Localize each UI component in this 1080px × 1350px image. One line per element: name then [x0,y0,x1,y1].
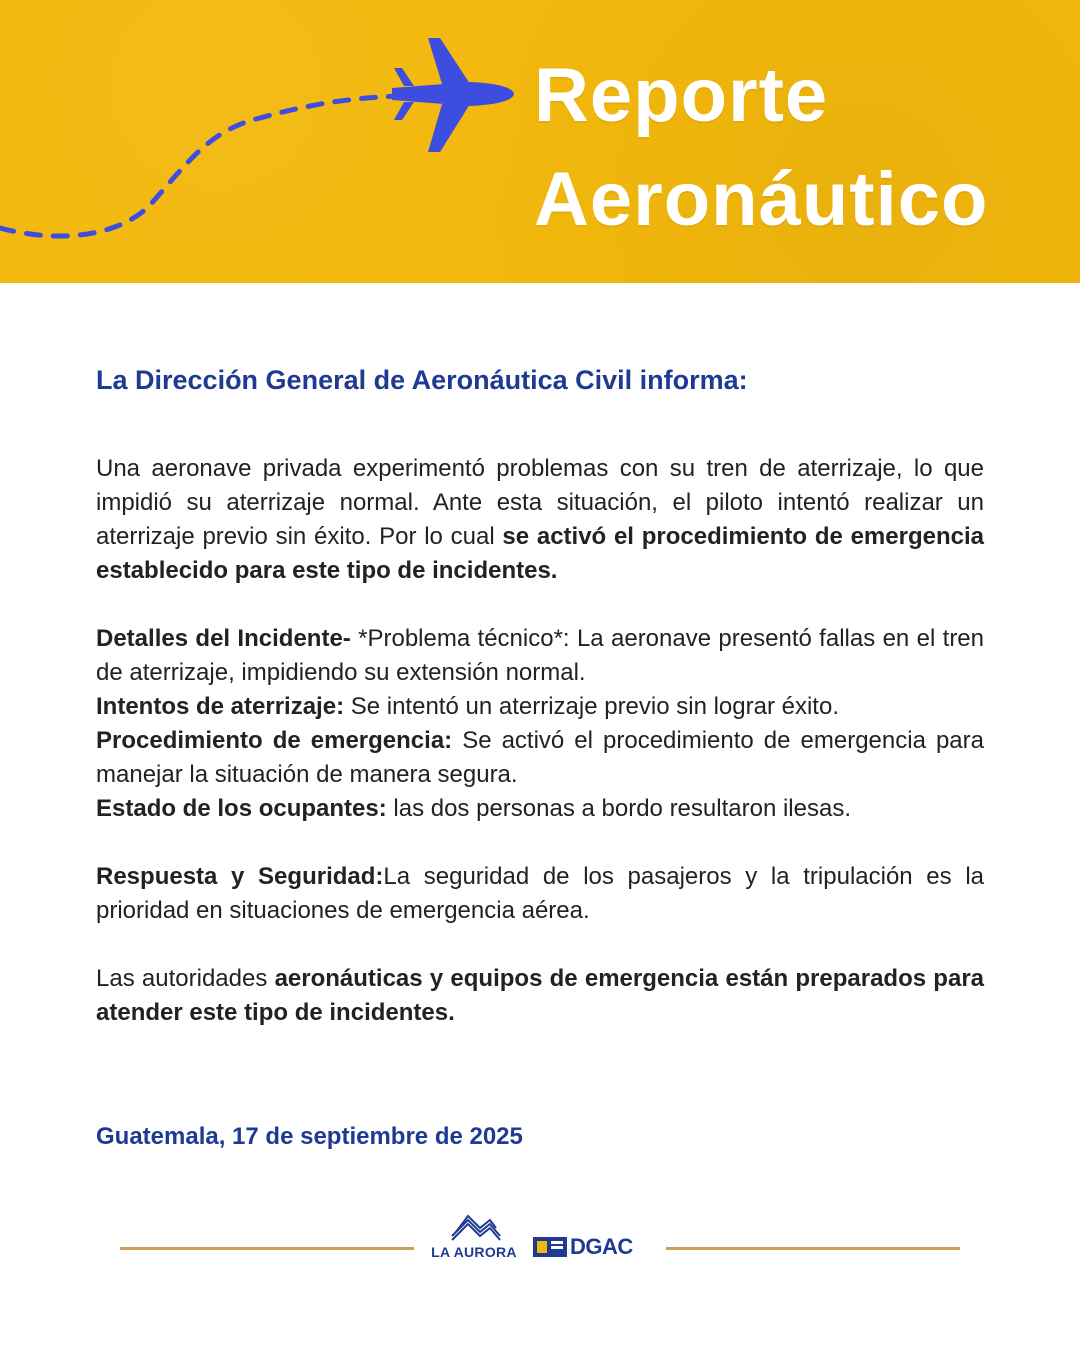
dgac-emblem-icon [532,1234,568,1260]
detail-line [96,622,984,690]
header-banner [0,0,1080,283]
banner-title-line1: Reporte [534,53,829,138]
closing-paragraph [96,962,984,1030]
detail-line [96,792,984,826]
la-aurora-wave-icon [428,1214,520,1244]
detail-label: Intentos de aterrizaje: [96,693,345,720]
report-body [96,360,984,1064]
page-heading: La Dirección General de Aeronáutica Civil informa: [96,365,748,395]
incident-details [96,622,984,826]
response-paragraph [96,860,984,928]
detail-text: las dos personas a bordo resultaron ilesas. [386,795,851,822]
detail-text: *Problema técnico*: La aeronave presentó fallas en el tren de aterrizaje, impidiendo su extensión normal. [96,625,985,686]
closing-text: Las autoridades [96,965,275,992]
intro-text: Una aeronave privada experimentó problemas con su tren de aterrizaje, lo que impidió su aterrizaje normal. Ante esta situación, el piloto intentó realizar un aterrizaje previo sin éxito. Por lo cual [96,455,984,550]
place-date: Guatemala, 17 de septiembre de 2025 [96,1123,523,1150]
footer-divider-left [120,1247,414,1250]
detail-line [96,690,984,724]
la-aurora-text: LA AURORA [431,1244,517,1260]
detail-label: Detalles del Incidente- [96,625,351,652]
dgac-text: DGAC [570,1234,633,1259]
intro-bold-text: se activó el procedimiento de emergencia establecido para este tipo de incidentes. [96,523,984,584]
airplane-icon [392,38,514,152]
closing-bold-text: aeronáuticas y equipos de emergencia están preparados para atender este tipo de incidentes. [96,965,984,1026]
dgac-logo [532,1234,652,1266]
detail-text: Se activó el procedimiento de emergencia para manejar la situación de manera segura. [96,727,984,788]
detail-line [96,724,984,792]
banner-title [534,44,988,252]
detail-label: Procedimiento de emergencia: [96,727,453,754]
response-label: Respuesta y Seguridad: [96,863,384,890]
banner-title-line2: Aeronáutico [534,157,989,242]
footer-divider-right [666,1247,960,1250]
dashed-flight-path [0,96,400,236]
detail-text: Se intentó un aterrizaje previo sin lograr éxito. [344,693,839,720]
detail-label: Estado de los ocupantes: [96,795,387,822]
response-text: La seguridad de los pasajeros y la tripulación es la prioridad en situaciones de emergencia aérea. [96,863,984,924]
intro-paragraph [96,452,984,588]
la-aurora-logo [428,1214,520,1264]
